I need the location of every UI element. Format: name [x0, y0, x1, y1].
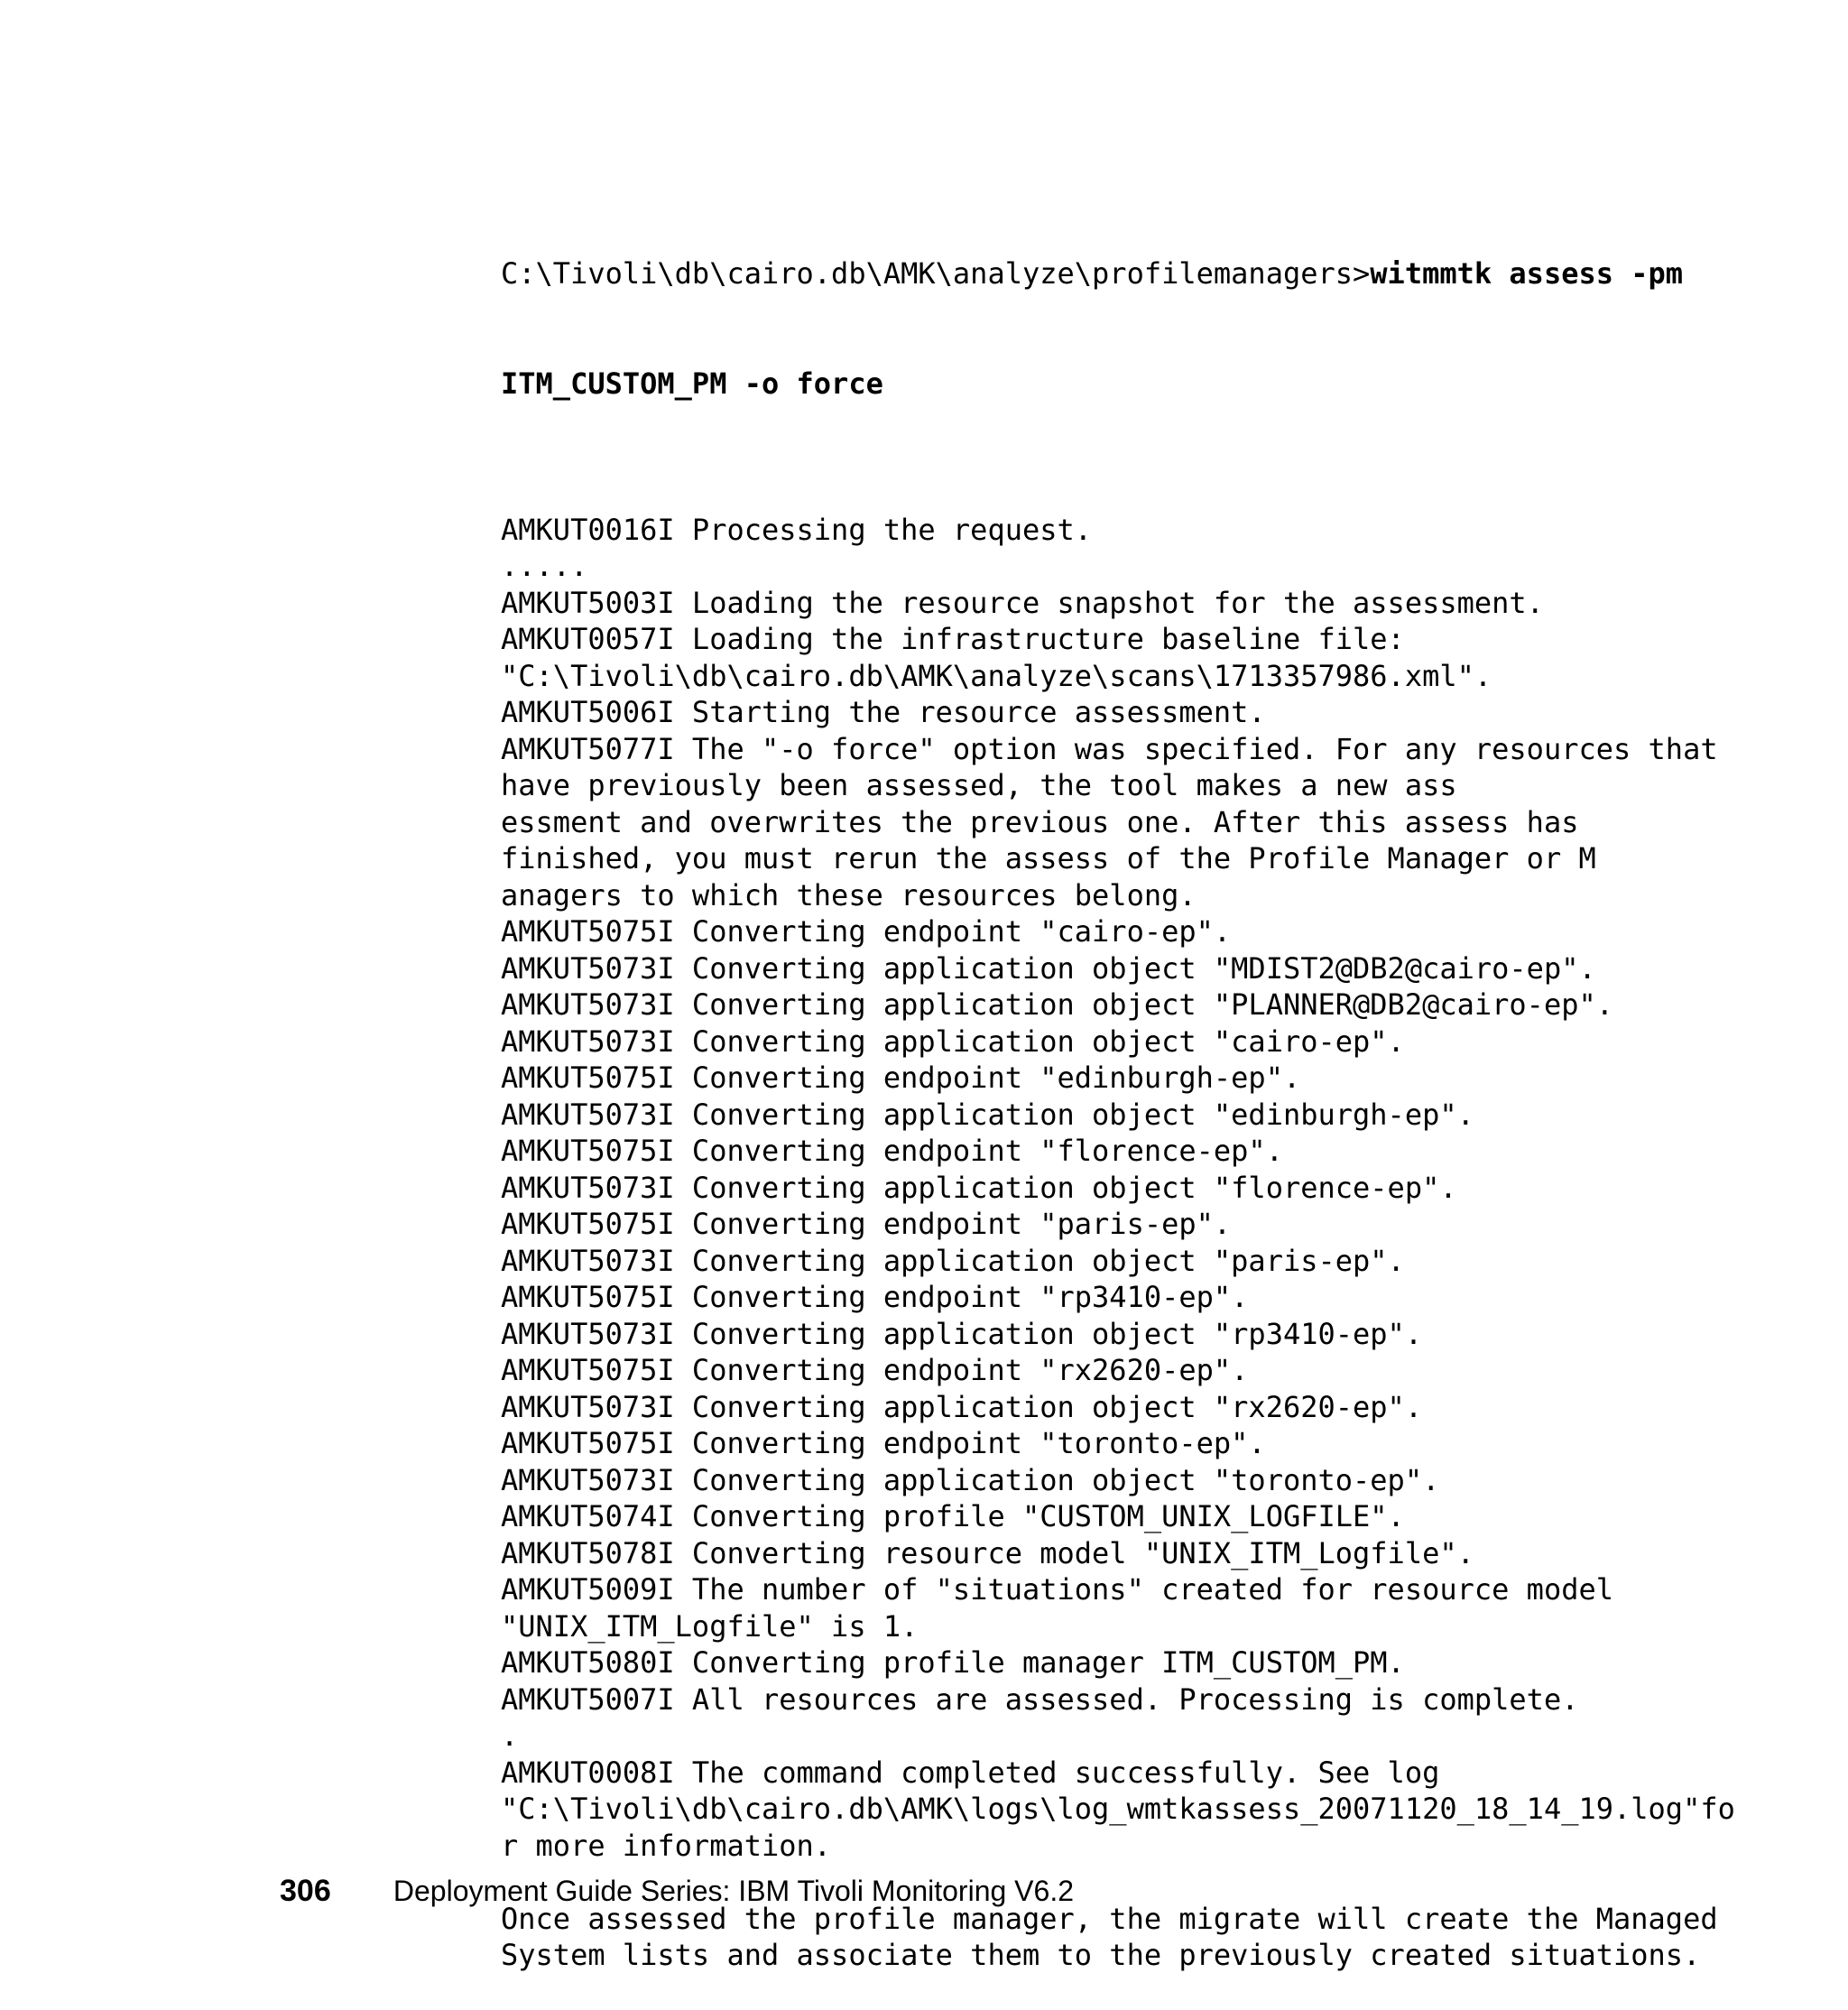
log-line: AMKUT0057I Loading the infrastructure baseline file: [501, 622, 1405, 656]
log-line: AMKUT5073I Converting application object "florence-ep". [501, 1170, 1457, 1205]
log-line [501, 475, 1629, 512]
command-output-block [501, 182, 1735, 2010]
log-line: Once assessed the profile manager, the migrate will create the Managed [501, 1901, 1718, 1936]
log-line: AMKUT5075I Converting endpoint "edinburgh-ep". [501, 1061, 1301, 1095]
log-line: AMKUT0016I Processing the request. [501, 512, 1093, 547]
log-line: AMKUT5009I The number of "situations" created for resource model [501, 1572, 1613, 1607]
log-line: AMKUT5007I All resources are assessed. Processing is complete. [501, 1681, 1579, 1717]
log-line: AMKUT5003I Loading the resource snapshot for the assessment. [501, 585, 1544, 620]
log-line: AMKUT5074I Converting profile "CUSTOM_UNIX_LOGFILE". [501, 1499, 1405, 1533]
log-line: AMKUT5073I Converting application object "rx2620-ep". [501, 1389, 1423, 1424]
log-line: AMKUT5075I Converting endpoint "rx2620-ep". [501, 1353, 1249, 1387]
log-line: AMKUT5075I Converting endpoint "paris-ep". [501, 1207, 1232, 1241]
log-line: AMKUT5073I Converting application object "rp3410-ep". [501, 1316, 1423, 1351]
log-line: AMKUT5073I Converting application object "edinburgh-ep". [501, 1097, 1474, 1132]
log-line: . [501, 1718, 519, 1753]
log-lines [501, 475, 1735, 1974]
log-line: AMKUT5075I Converting endpoint "florence-ep". [501, 1134, 1283, 1168]
page-number: 306 [280, 1874, 331, 1908]
log-line: AMKUT5073I Converting application object "paris-ep". [501, 1243, 1405, 1278]
log-line: essment and overwrites the previous one. After this assess has [501, 804, 1579, 839]
log-line: AMKUT5075I Converting endpoint "rp3410-ep". [501, 1280, 1249, 1314]
command-line-1 [501, 255, 1684, 292]
log-line: AMKUT5073I Converting application object "PLANNER@DB2@cairo-ep". [501, 987, 1613, 1022]
log-line: AMKUT5078I Converting resource model "UNIX_ITM_Logfile". [501, 1535, 1474, 1570]
footer-title: Deployment Guide Series: IBM Tivoli Monitoring V6.2 [393, 1875, 1074, 1907]
log-line: AMKUT0008I The command completed successfully. See log [501, 1755, 1440, 1790]
log-line: AMKUT5073I Converting application object "toronto-ep". [501, 1462, 1440, 1497]
log-line: "C:\Tivoli\db\cairo.db\AMK\analyze\scans\1713357986.xml". [501, 658, 1492, 693]
command-line-2: ITM_CUSTOM_PM -o force [501, 366, 883, 401]
log-line: r more information. [501, 1828, 832, 1863]
log-line: AMKUT5077I The "-o force" option was specified. For any resources that [501, 731, 1718, 766]
command-text-part1: witmmtk assess -pm [1370, 256, 1684, 291]
log-line: AMKUT5073I Converting application object "MDIST2@DB2@cairo-ep". [501, 950, 1596, 986]
log-line: have previously been assessed, the tool makes a new ass [501, 768, 1457, 802]
log-line: finished, you must rerun the assess of the Profile Manager or M [501, 841, 1596, 875]
log-line: System lists and associate them to the previously created situations. [501, 1938, 1701, 1972]
log-line: "C:\Tivoli\db\cairo.db\AMK\logs\log_wmtkassess_20071120_18_14_19.log"fo [501, 1792, 1735, 1826]
log-line: AMKUT5006I Starting the resource assessment. [501, 695, 1266, 729]
command-prompt: C:\Tivoli\db\cairo.db\AMK\analyze\profilemanagers> [501, 256, 1371, 291]
log-line: AMKUT5075I Converting endpoint "toronto-ep". [501, 1426, 1266, 1460]
log-line: AMKUT5075I Converting endpoint "cairo-ep". [501, 914, 1232, 949]
log-line: anagers to which these resources belong. [501, 877, 1197, 912]
log-line: AMKUT5080I Converting profile manager ITM_CUSTOM_PM. [501, 1645, 1405, 1680]
log-line: ..... [501, 549, 588, 583]
page-footer [280, 1868, 1543, 1913]
log-line: AMKUT5073I Converting application object "cairo-ep". [501, 1024, 1405, 1059]
log-line: "UNIX_ITM_Logfile" is 1. [501, 1608, 919, 1644]
